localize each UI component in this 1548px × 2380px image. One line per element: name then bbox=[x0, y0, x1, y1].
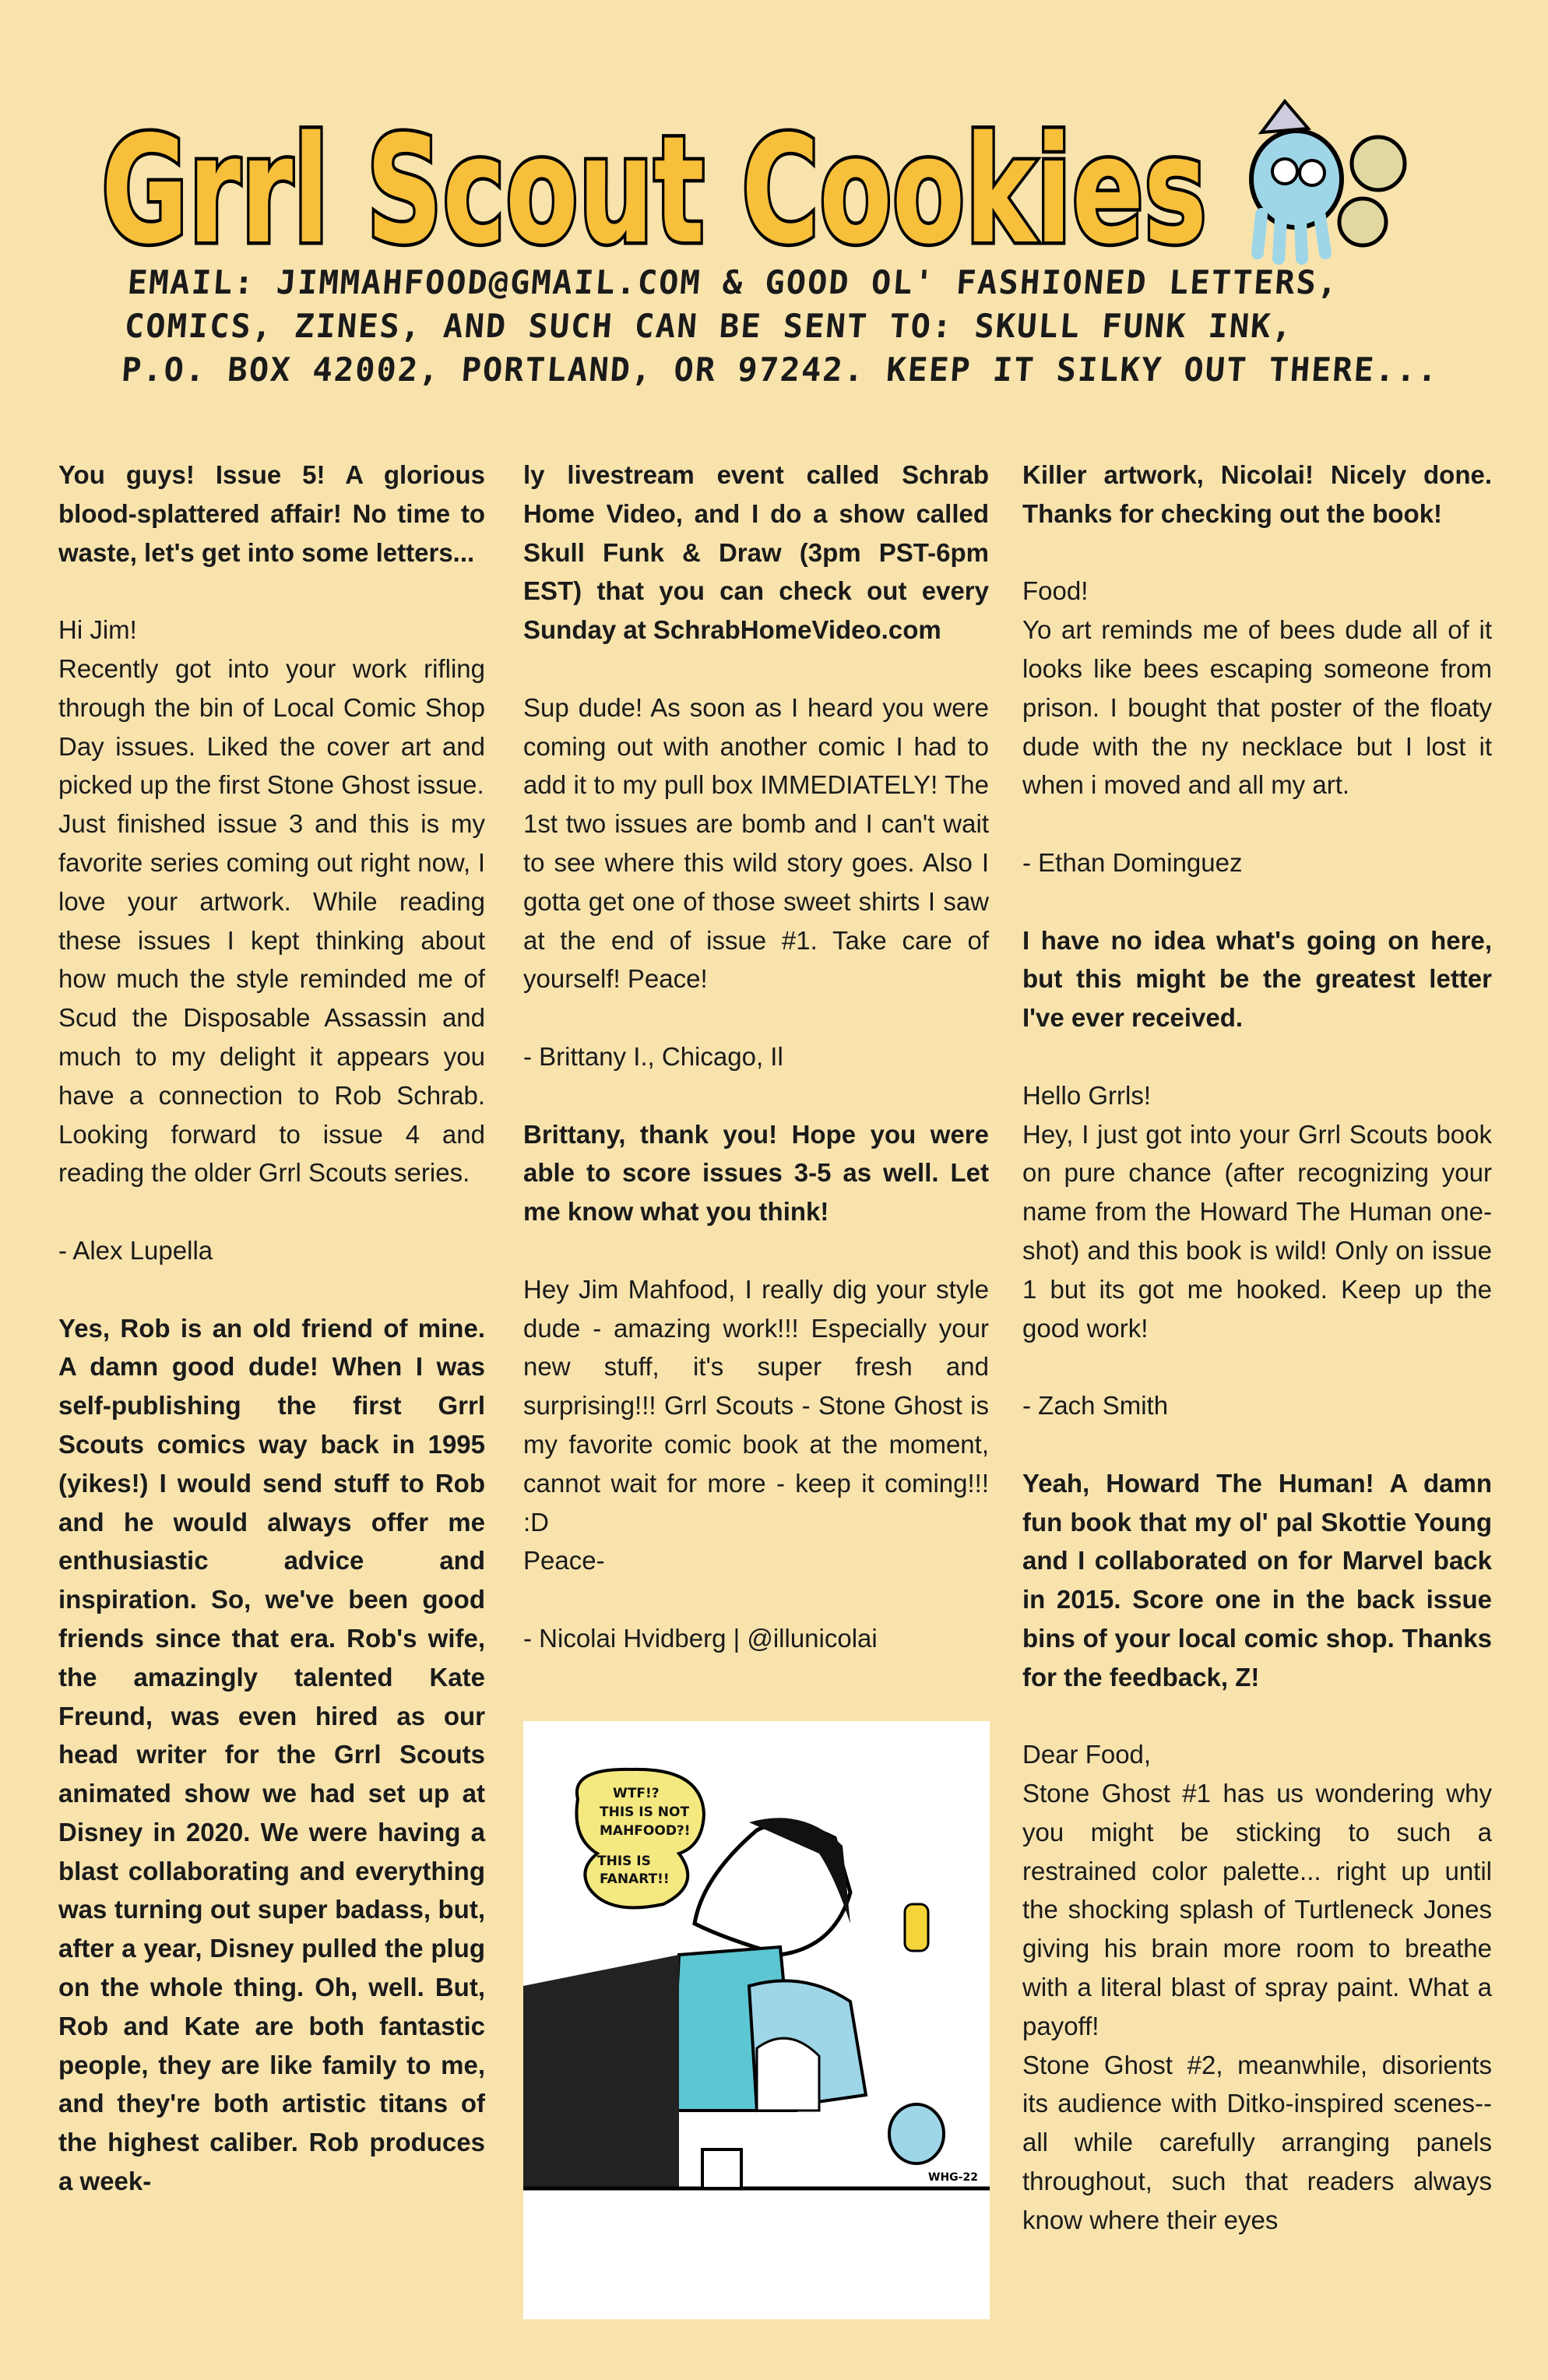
column-3 bbox=[1022, 456, 1492, 2240]
editor-reply: Yes, Rob is an old friend of mine. A damn good dude! When I was self-publishing the first Grrl Scouts comics way back in 1995 (yikes!) I would send stuff to Rob and he would always offer me enthusiastic advice and inspiration. So, we've been good friends since that era. Rob's wife, the amazingly talented Kate Freund, was even hired as our head writer for the Grrl Scouts animated show we had set up at Disney in 2020. We were having a blast collaborating and everything was turning out super badass, but, after a year, Disney pulled the plug on the whole thing. Oh, well. But, Rob and Kate are both fantastic people, they are like family to me, and they're both artistic titans of the highest caliber. Rob produces a week- bbox=[58, 1313, 485, 2196]
letter-greeting: Hello Grrls! bbox=[1022, 1080, 1152, 1110]
letter-signature: - Nicolai Hvidberg | @illunicolai bbox=[523, 1623, 878, 1653]
fan-art-illustration bbox=[523, 1721, 990, 2319]
letter-greeting: Dear Food, bbox=[1022, 1740, 1152, 1769]
artist-signature: WHG-22 bbox=[928, 2171, 978, 2184]
masthead-logo bbox=[93, 86, 1433, 273]
balloon-text: MAHFOOD?! bbox=[600, 1823, 691, 1839]
editor-reply: Yeah, Howard The Human! A damn fun book that my ol' pal Skottie Young and I collaborated on for Marvel back in 2015. Score one in the back issue bins of your local comic shop. Thanks for the feedback, Z! bbox=[1022, 1468, 1492, 1692]
balloon-text: THIS IS bbox=[597, 1854, 651, 1869]
letter-body: Stone Ghost #1 has us wondering why you might be sticking to such a restrained color palette... right up until the shocking splash of Turtleneck Jones giving his brain more room to breathe with a literal blast of spray paint. What a payoff! bbox=[1022, 1779, 1492, 2040]
letter-body: Sup dude! As soon as I heard you were coming out with another comic I had to add it to my pull box IMMEDIATELY! The 1st two issues are bomb and I can't wait to see where this wild story goes. Also I gotta get one of those sweet shirts I saw at the end of issue #1. Take care of yourself! Peace! bbox=[523, 692, 989, 994]
column-2 bbox=[523, 456, 989, 1697]
letter-body: Stone Ghost #2, meanwhile, disorients its audience with Ditko-inspired scenes-- all while carefully arranging panels throughout, such that readers always know where their eyes bbox=[1022, 2050, 1492, 2234]
letter-closing: Peace- bbox=[523, 1546, 605, 1576]
logo-title: Grrl Scout Cookies bbox=[101, 104, 1207, 273]
letter-signature: - Alex Lupella bbox=[58, 1235, 213, 1265]
letter-greeting: Hi Jim! bbox=[58, 615, 137, 645]
contact-info bbox=[120, 261, 1441, 392]
letter-signature: - Brittany I., Chicago, Il bbox=[523, 1041, 783, 1071]
octopus-mascot-icon bbox=[1251, 101, 1342, 259]
contact-line: COMICS, ZINES, AND SUCH CAN BE SENT TO: SKULL FUNK INK, bbox=[123, 307, 1295, 345]
contact-line: EMAIL: JIMMAHFOOD@GMAIL.COM & GOOD OL' FASHIONED LETTERS, bbox=[126, 263, 1340, 301]
letter-body: Yo art reminds me of bees dude all of it looks like bees escaping someone from prison. I bought that poster of the floaty dude with the ny necklace but I lost it when i moved and all my art. bbox=[1022, 615, 1492, 800]
letter-body: Hey Jim Mahfood, I really dig your style dude - amazing work!!! Especially your new stuff, it's super fresh and surprising!!! Grrl Scouts - Stone Ghost is my favorite comic book at the moment, cannot wait for more - keep it coming!!! :D bbox=[523, 1274, 989, 1537]
balloon-text: WTF!? bbox=[613, 1786, 660, 1801]
editor-reply: ly livestream event called Schrab Home Video, and I do a show called Skull Funk & Draw (3pm PST-6pm EST) that you can check out every Sunday at SchrabHomeVideo.com bbox=[523, 460, 989, 645]
letter-body: Recently got into your work rifling through the bin of Local Comic Shop Day issues. Liked the cover art and picked up the first Stone Ghost issue. bbox=[58, 653, 485, 800]
column-1 bbox=[58, 456, 485, 2201]
balloon-text: FANART!! bbox=[600, 1871, 670, 1887]
letter-body: Hey, I just got into your Grrl Scouts book on pure chance (after recognizing your name from the Howard The Human one-shot) and this book is wild! Only on issue 1 but its got me hooked. Keep up the good work! bbox=[1022, 1119, 1492, 1343]
editor-reply: Brittany, thank you! Hope you were able to score issues 3-5 as well. Let me know what you think! bbox=[523, 1119, 989, 1227]
letter-body: Just finished issue 3 and this is my favorite series coming out right now, I love your artwork. While reading these issues I kept thinking about how much the style reminded me of Scud the Disposable Assassin and much to my delight it appears you have a connection to Rob Schrab. Looking forward to issue 4 and reading the older Grrl Scouts series. bbox=[58, 809, 485, 1188]
letter-signature: - Ethan Dominguez bbox=[1022, 847, 1243, 877]
editor-reply: Killer artwork, Nicolai! Nicely done. Thanks for checking out the book! bbox=[1022, 460, 1492, 528]
letter-greeting: Food! bbox=[1022, 576, 1089, 606]
balloon-text: THIS IS NOT bbox=[600, 1804, 690, 1820]
contact-line: P.O. BOX 42002, PORTLAND, OR 97242. KEEP IT SILKY OUT THERE... bbox=[120, 350, 1441, 389]
cookie-icons bbox=[1339, 137, 1405, 245]
letter-signature: - Zach Smith bbox=[1022, 1391, 1169, 1421]
editor-reply: I have no idea what's going on here, but this might be the greatest letter I've ever received. bbox=[1022, 925, 1492, 1033]
editor-intro: You guys! Issue 5! A glorious blood-splattered affair! No time to waste, let's get into some letters... bbox=[58, 460, 485, 567]
